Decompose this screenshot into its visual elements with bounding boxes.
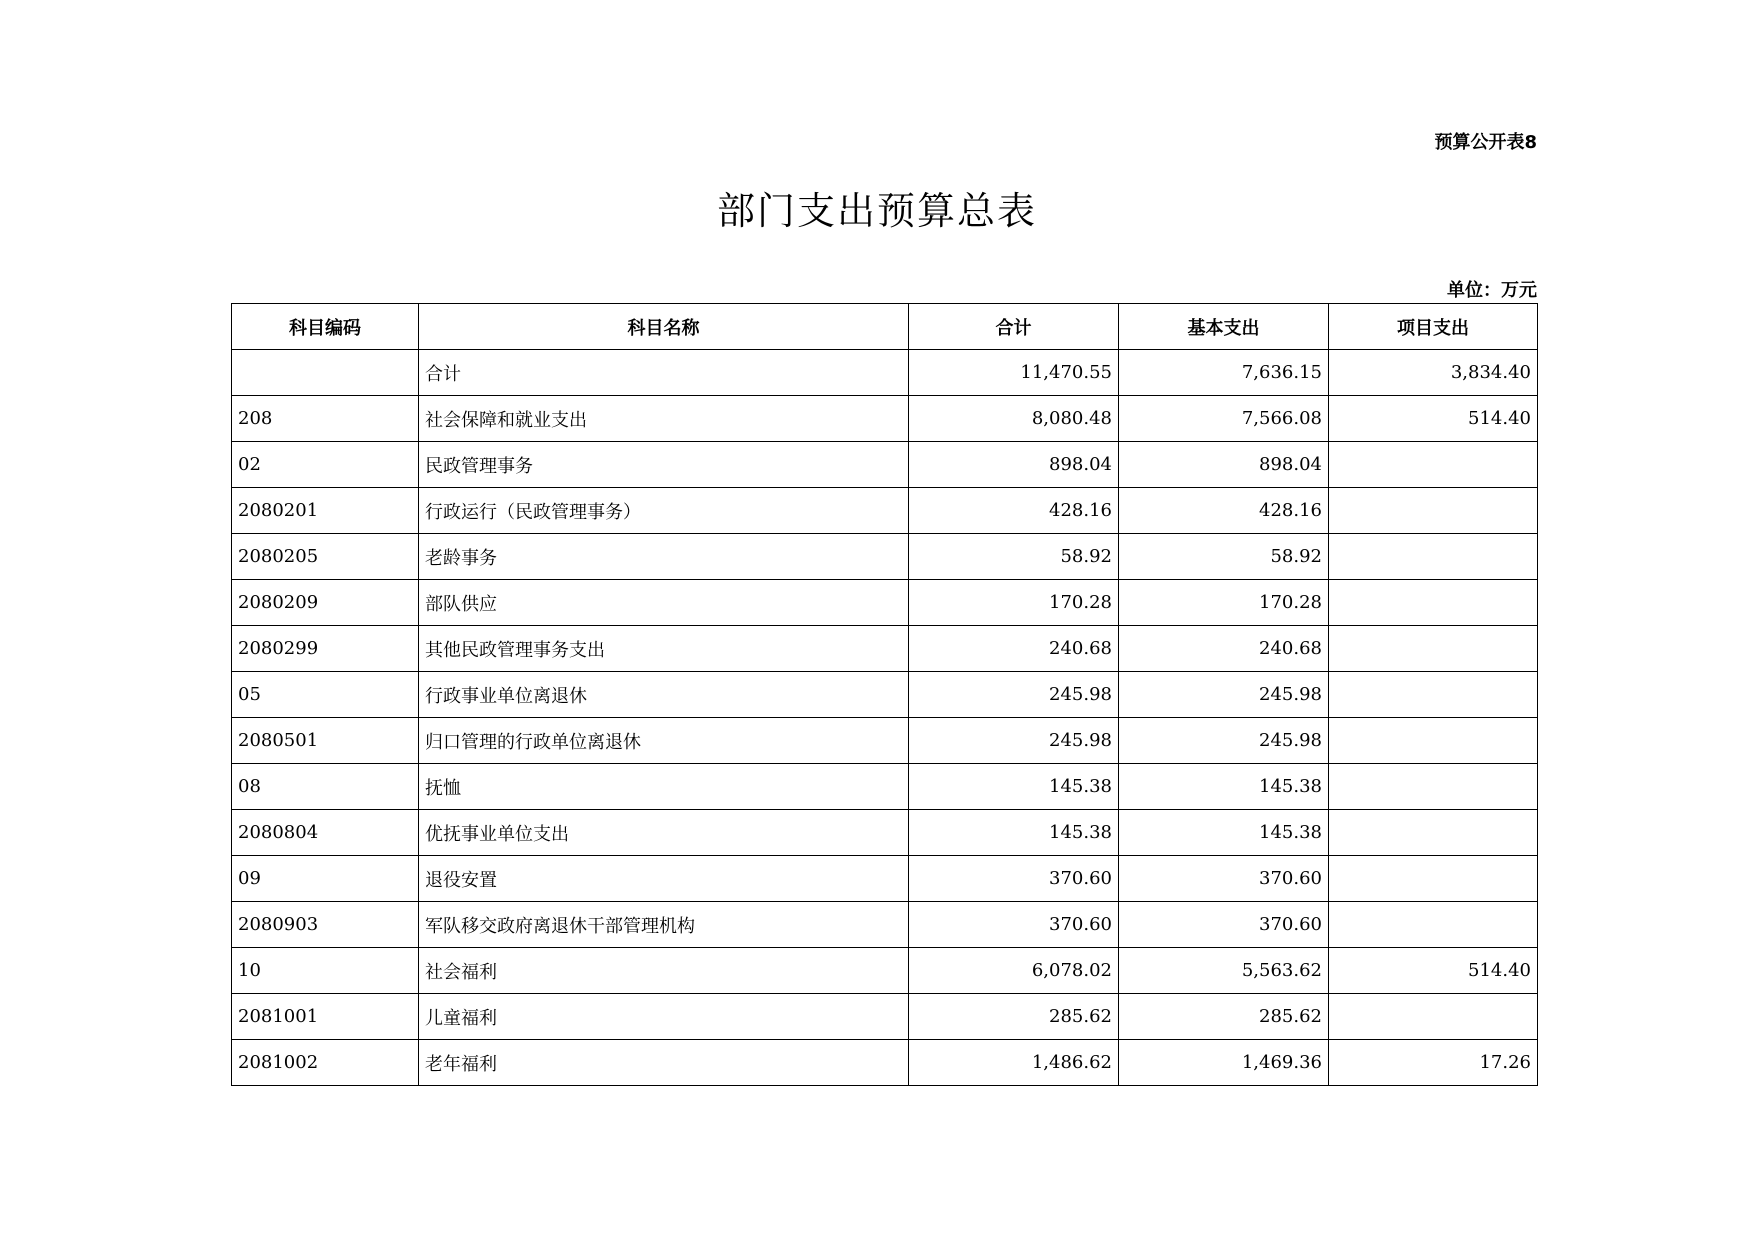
cell-name: 社会福利 [419, 948, 909, 994]
cell-basic: 370.60 [1119, 856, 1329, 902]
cell-name: 退役安置 [419, 856, 909, 902]
cell-code: 2080209 [232, 580, 419, 626]
table-number-label: 预算公开表8 [1434, 132, 1537, 153]
cell-project [1329, 488, 1538, 534]
cell-project: 3,834.40 [1329, 350, 1538, 396]
cell-code: 10 [232, 948, 419, 994]
cell-name: 合计 [419, 350, 909, 396]
cell-basic: 898.04 [1119, 442, 1329, 488]
cell-basic: 7,636.15 [1119, 350, 1329, 396]
cell-project: 17.26 [1329, 1040, 1538, 1086]
cell-project: 514.40 [1329, 396, 1538, 442]
cell-total: 428.16 [909, 488, 1119, 534]
cell-project [1329, 764, 1538, 810]
cell-code: 2081001 [232, 994, 419, 1040]
cell-code: 208 [232, 396, 419, 442]
table-row [232, 626, 1538, 672]
cell-basic: 5,563.62 [1119, 948, 1329, 994]
budget-table [231, 303, 1538, 1086]
cell-name: 社会保障和就业支出 [419, 396, 909, 442]
cell-project [1329, 810, 1538, 856]
cell-code: 2080201 [232, 488, 419, 534]
cell-code: 2081002 [232, 1040, 419, 1086]
cell-project [1329, 534, 1538, 580]
cell-basic: 58.92 [1119, 534, 1329, 580]
cell-project [1329, 580, 1538, 626]
cell-basic: 7,566.08 [1119, 396, 1329, 442]
cell-total: 6,078.02 [909, 948, 1119, 994]
cell-name: 军队移交政府离退休干部管理机构 [419, 902, 909, 948]
table-row [232, 856, 1538, 902]
table-row [232, 810, 1538, 856]
cell-total: 1,486.62 [909, 1040, 1119, 1086]
cell-name: 行政运行（民政管理事务） [419, 488, 909, 534]
cell-name: 儿童福利 [419, 994, 909, 1040]
unit-label: 单位：万元 [1447, 280, 1537, 301]
cell-code: 2080501 [232, 718, 419, 764]
cell-name: 部队供应 [419, 580, 909, 626]
cell-project [1329, 626, 1538, 672]
cell-code: 2080205 [232, 534, 419, 580]
cell-total: 245.98 [909, 672, 1119, 718]
cell-total: 240.68 [909, 626, 1119, 672]
cell-total: 11,470.55 [909, 350, 1119, 396]
cell-name: 民政管理事务 [419, 442, 909, 488]
cell-total: 8,080.48 [909, 396, 1119, 442]
table-row [232, 672, 1538, 718]
cell-name: 其他民政管理事务支出 [419, 626, 909, 672]
column-header-name: 科目名称 [419, 304, 909, 350]
cell-name: 抚恤 [419, 764, 909, 810]
cell-basic: 240.68 [1119, 626, 1329, 672]
cell-basic: 245.98 [1119, 672, 1329, 718]
table-row [232, 948, 1538, 994]
table-row [232, 442, 1538, 488]
table-row [232, 580, 1538, 626]
cell-basic: 285.62 [1119, 994, 1329, 1040]
cell-total: 370.60 [909, 856, 1119, 902]
cell-code [232, 350, 419, 396]
table-row [232, 350, 1538, 396]
cell-project [1329, 902, 1538, 948]
cell-basic: 428.16 [1119, 488, 1329, 534]
column-header-project: 项目支出 [1329, 304, 1538, 350]
cell-basic: 170.28 [1119, 580, 1329, 626]
cell-code: 2080804 [232, 810, 419, 856]
column-header-total: 合计 [909, 304, 1119, 350]
cell-project [1329, 994, 1538, 1040]
cell-project [1329, 718, 1538, 764]
cell-project [1329, 442, 1538, 488]
table-row [232, 718, 1538, 764]
page-title: 部门支出预算总表 [716, 189, 1037, 233]
cell-name: 行政事业单位离退休 [419, 672, 909, 718]
column-header-basic: 基本支出 [1119, 304, 1329, 350]
cell-total: 370.60 [909, 902, 1119, 948]
cell-name: 老年福利 [419, 1040, 909, 1086]
cell-total: 245.98 [909, 718, 1119, 764]
cell-project: 514.40 [1329, 948, 1538, 994]
cell-basic: 145.38 [1119, 764, 1329, 810]
table-header-row [232, 304, 1538, 350]
cell-name: 老龄事务 [419, 534, 909, 580]
cell-code: 09 [232, 856, 419, 902]
cell-code: 2080299 [232, 626, 419, 672]
cell-basic: 145.38 [1119, 810, 1329, 856]
cell-total: 170.28 [909, 580, 1119, 626]
cell-name: 归口管理的行政单位离退休 [419, 718, 909, 764]
table-row [232, 488, 1538, 534]
cell-basic: 370.60 [1119, 902, 1329, 948]
cell-code: 05 [232, 672, 419, 718]
cell-total: 285.62 [909, 994, 1119, 1040]
cell-basic: 245.98 [1119, 718, 1329, 764]
cell-code: 08 [232, 764, 419, 810]
cell-name: 优抚事业单位支出 [419, 810, 909, 856]
table-row [232, 1040, 1538, 1086]
table-row [232, 396, 1538, 442]
cell-code: 2080903 [232, 902, 419, 948]
table-row [232, 534, 1538, 580]
cell-total: 58.92 [909, 534, 1119, 580]
cell-code: 02 [232, 442, 419, 488]
column-header-code: 科目编码 [232, 304, 419, 350]
cell-basic: 1,469.36 [1119, 1040, 1329, 1086]
cell-project [1329, 856, 1538, 902]
cell-total: 145.38 [909, 810, 1119, 856]
cell-total: 898.04 [909, 442, 1119, 488]
table-row [232, 994, 1538, 1040]
cell-project [1329, 672, 1538, 718]
table-row [232, 764, 1538, 810]
table-row [232, 902, 1538, 948]
cell-total: 145.38 [909, 764, 1119, 810]
